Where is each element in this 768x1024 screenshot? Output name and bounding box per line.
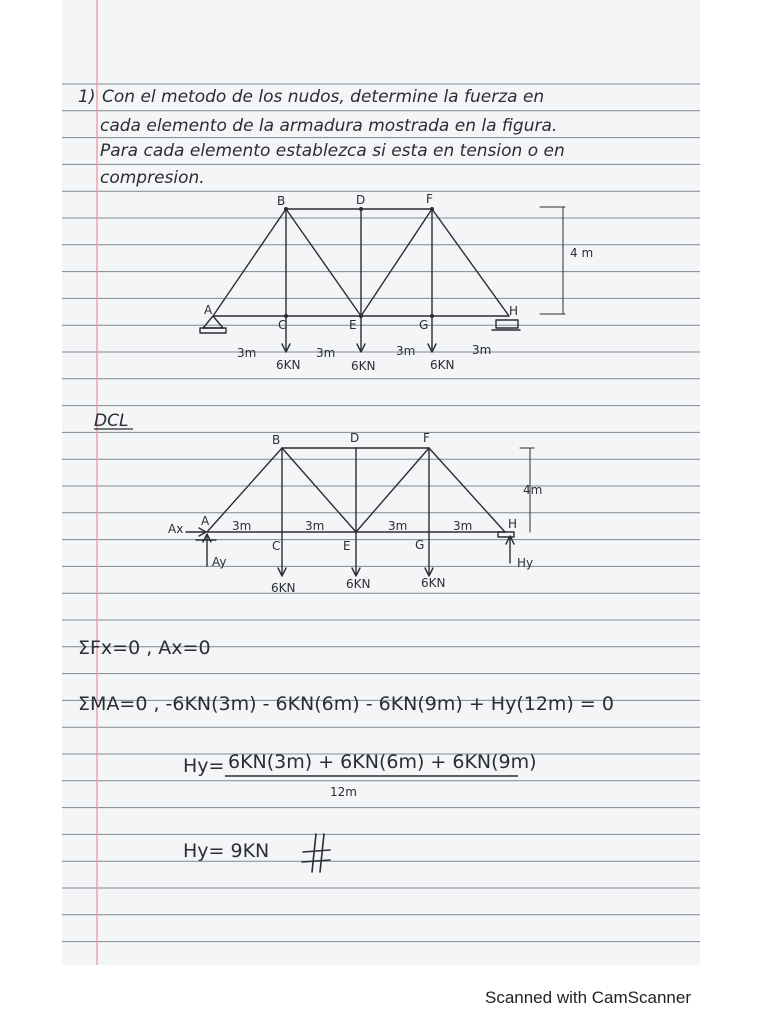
node-c-label: C <box>278 318 287 332</box>
dcl-node-d-label: D <box>350 431 360 445</box>
equation-sum-fx: ΣFx=0 , Ax=0 <box>78 637 211 659</box>
member-fh <box>432 209 509 316</box>
reaction-ay-label: Ay <box>212 555 227 569</box>
node-h-label: H <box>509 304 519 318</box>
problem-line-1: Con el metodo de los nudos, determine la fuerza en <box>102 87 545 107</box>
dcl-span-label-1: 3m <box>232 519 252 533</box>
problem-line-4: compresion. <box>100 168 205 188</box>
problem-line-2: cada elemento de la armadura mostrada en la figura. <box>100 116 558 136</box>
dcl-node-f-label: F <box>423 431 430 445</box>
pin-support-a <box>203 316 223 328</box>
node-a-label: A <box>204 303 213 317</box>
node-f-label: F <box>426 192 433 206</box>
load-label-e: 6KN <box>351 359 376 373</box>
equation-hy-result: Hy= 9KN <box>183 840 270 862</box>
dcl-node-c-label: C <box>272 539 281 553</box>
span-label-4: 3m <box>472 343 492 357</box>
span-label-3: 3m <box>396 344 416 358</box>
member-be <box>286 209 361 316</box>
equation-hy-denominator: 12m <box>330 785 357 799</box>
height-label: 4 m <box>570 246 594 260</box>
dcl-load-label-c: 6KN <box>271 581 296 595</box>
reaction-ax-label: Ax <box>168 522 184 536</box>
scanner-text: Scanned with CamScanner <box>484 988 691 1007</box>
load-label-g: 6KN <box>430 358 455 372</box>
dcl-node-h-label: H <box>508 517 518 531</box>
dcl-load-label-e: 6KN <box>346 577 371 591</box>
truss-diagram <box>200 207 565 352</box>
dcl-load-label-g: 6KN <box>421 576 446 590</box>
dcl-node-e-label: E <box>343 539 351 553</box>
node-d-label: D <box>356 193 366 207</box>
node-b-label: B <box>277 194 286 208</box>
member-ab <box>213 209 286 316</box>
dcl-node-a-label: A <box>201 514 210 528</box>
dcl-span-label-2: 3m <box>305 519 325 533</box>
scanner-watermark <box>0 988 768 1012</box>
result-mark <box>302 834 330 872</box>
span-label-2: 3m <box>316 346 336 360</box>
dcl-diagram <box>186 448 534 576</box>
equation-sum-ma: ΣMA=0 , -6KN(3m) - 6KN(6m) - 6KN(9m) + Hy(12m) = 0 <box>78 693 614 715</box>
reaction-hy-label: Hy <box>517 556 534 570</box>
dcl-node-g-label: G <box>415 538 425 552</box>
load-label-c: 6KN <box>276 358 301 372</box>
dcl-title: DCL <box>94 411 129 431</box>
problem-line-3: Para cada elemento establezca si esta en tension o en <box>100 141 565 161</box>
node-e-label: E <box>349 318 357 332</box>
equation-hy-numerator: 6KN(3m) + 6KN(6m) + 6KN(9m) <box>228 751 537 773</box>
ruled-lines <box>62 84 700 942</box>
problem-number: 1) <box>78 87 96 107</box>
dcl-span-label-3: 3m <box>388 519 408 533</box>
node-g-label: G <box>419 318 429 332</box>
dcl-span-label-4: 3m <box>453 519 473 533</box>
member-ef <box>361 209 432 316</box>
dcl-node-b-label: B <box>272 433 281 447</box>
span-label-1: 3m <box>237 346 257 360</box>
roller-support-h <box>496 320 518 328</box>
equation-hy-lhs: Hy= <box>183 755 225 777</box>
dcl-height-label: 4m <box>523 483 543 497</box>
